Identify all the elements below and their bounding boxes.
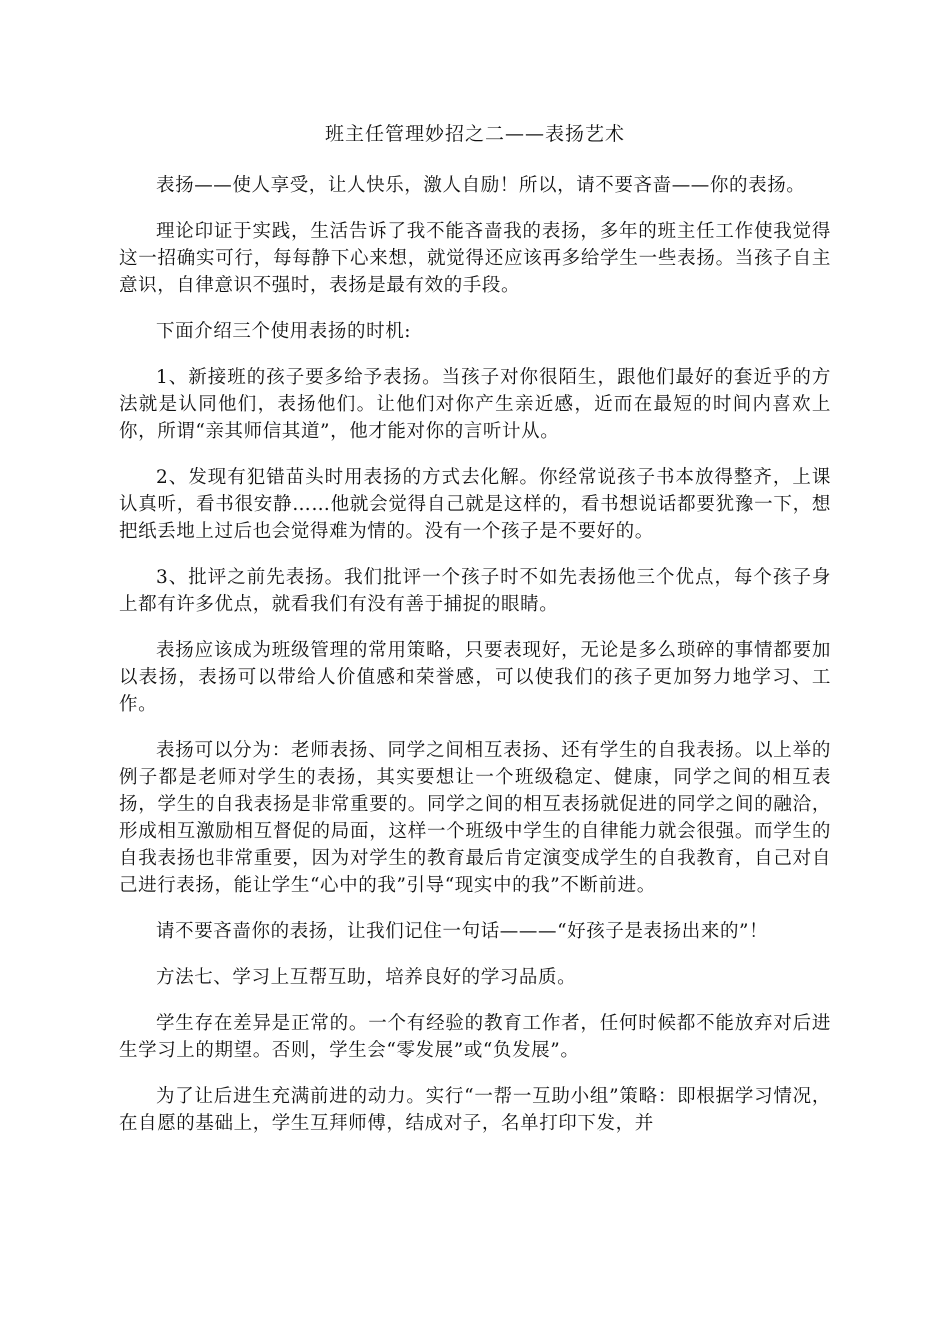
paragraph: 学生存在差异是正常的。一个有经验的教育工作者，任何时候都不能放弃对后进生学习上的期望。否则，学生会“零发展”或“负发展”。 (119, 1013, 831, 1061)
paragraph: 1、新接班的孩子要多给予表扬。当孩子对你很陌生，跟他们最好的套近乎的方法就是认同他们，表扬他们。让他们对你产生亲近感，近而在最短的时间内喜欢上你，所谓“亲其师信其道”，他才能对你的言听计从。 (119, 367, 831, 442)
paragraph: 理论印证于实践，生活告诉了我不能吝啬我的表扬，多年的班主任工作使我觉得这一招确实可行，每每静下心来想，就觉得还应该再多给学生一些表扬。当孩子自主意识，自律意识不强时，表扬是最有效的手段。 (119, 221, 831, 296)
paragraph: 2、发现有犯错苗头时用表扬的方式去化解。你经常说孩子书本放得整齐，上课认真听，看书很安静……他就会觉得自己就是这样的，看书想说话都要犹豫一下，想把纸丢地上过后也会觉得难为情的。没有一个孩子是不要好的。 (119, 467, 831, 542)
paragraph: 请不要吝啬你的表扬，让我们记住一句话———“好孩子是表扬出来的”！ (156, 921, 769, 942)
paragraph: 3、批评之前先表扬。我们批评一个孩子时不如先表扬他三个优点，每个孩子身上都有许多优点，就看我们有没有善于捕捉的眼睛。 (119, 567, 831, 615)
document-body (119, 172, 831, 1156)
paragraph: 表扬应该成为班级管理的常用策略，只要表现好，无论是多么琐碎的事情都要加以表扬，表扬可以带给人价值感和荣誉感，可以使我们的孩子更加努力地学习、工作。 (119, 640, 831, 715)
document-title: 班主任管理妙招之二——表扬艺术 (324, 123, 625, 145)
paragraph: 表扬——使人享受，让人快乐，激人自励！所以，请不要吝啬——你的表扬。 (156, 175, 806, 196)
paragraph: 为了让后进生充满前进的动力。实行“一帮一互助小组”策略：即根据学习情况，在自愿的基础上，学生互拜师傅，结成对子，名单打印下发，并 (119, 1086, 831, 1134)
paragraph: 方法七、学习上互帮互助，培养良好的学习品质。 (156, 967, 577, 988)
paragraph: 表扬可以分为：老师表扬、同学之间相互表扬、还有学生的自我表扬。以上举的例子都是老师对学生的表扬，其实要想让一个班级稳定、健康，同学之间的相互表扬，学生的自我表扬是非常重要的。同学之间的相互表扬就促进的同学之间的融洽，形成相互激励相互督促的局面，这样一个班级中学生的自律能力就会很强。而学生的自我表扬也非常重要，因为对学生的教育最后肯定演变成学生的自我教育，自己对自己进行表扬，能让学生“心中的我”引导“现实中的我”不断前进。 (119, 740, 831, 896)
paragraph: 下面介绍三个使用表扬的时机: (156, 321, 412, 342)
